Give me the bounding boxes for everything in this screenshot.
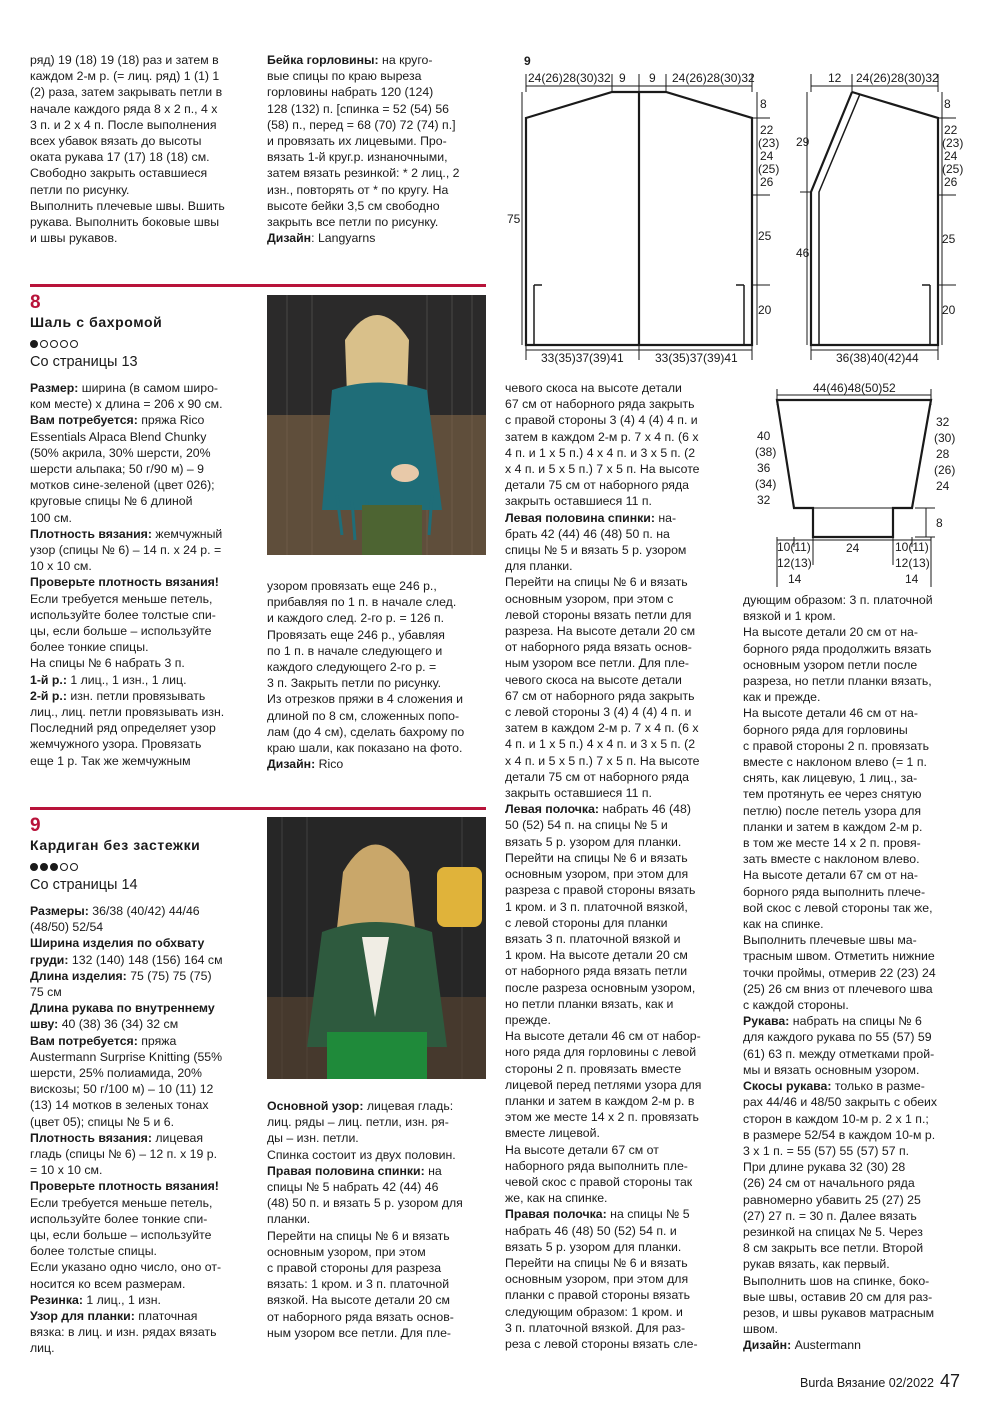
text-line: планки. (267, 1212, 311, 1227)
text-line: Левая полочка: набрать 46 (48) (505, 802, 691, 817)
text-line: Левая половина спинки: на- (505, 510, 677, 525)
svg-text:14: 14 (788, 572, 802, 586)
text-line: Дизайн: Langyarns (267, 231, 376, 246)
svg-text:24: 24 (936, 479, 950, 493)
text-line: Скосы рукава: только в разме- (743, 1079, 925, 1094)
svg-text:9: 9 (649, 71, 656, 85)
text-line: шерсти альпака; 50 г/90 м) – 9 (30, 462, 204, 477)
text-line: На спицы № 6 набрать 3 п. (30, 656, 185, 671)
text-line: вискозы; 50 г/100 м) – 10 (11) 12 (30, 1082, 214, 1097)
text-line: мотков сине-зеленой (цвет 026); (30, 478, 215, 493)
section-8-number: 8 (30, 292, 41, 313)
text-line: вместе лицевой. (505, 1126, 600, 1141)
text-line: Austermann Surprise Knitting (55% (30, 1049, 223, 1064)
text-line: спицы № 5 набрать 42 (44) 46 (267, 1180, 439, 1195)
svg-text:8: 8 (760, 97, 767, 111)
svg-text:12(13): 12(13) (777, 556, 812, 570)
text-line: снять, как лицевую, 1 лиц., за- (743, 771, 918, 786)
text-line: шерсти, 25% полиамида, 20% (30, 1066, 202, 1081)
difficulty-dot (60, 863, 68, 871)
text-line: с левой стороны для планки (505, 915, 668, 930)
text-line: узор (спицы № 6) – 14 п. х 24 р. = (30, 543, 222, 558)
difficulty-dot (30, 863, 38, 871)
magazine-name: Burda Вязание 02/2022 (799, 1376, 934, 1390)
svg-text:33(35)37(39)41: 33(35)37(39)41 (541, 351, 624, 365)
pattern-diagrams (0, 0, 1000, 600)
col1-section9-text (30, 903, 255, 1357)
col2-section8-text (267, 578, 492, 772)
text-line: чевой скос с правой стороны так (505, 1174, 693, 1189)
text-line: 8 см закрыть все петли. Второй (743, 1241, 924, 1256)
text-line: как и прежде. (743, 690, 821, 705)
text-line: При длине рукава 32 (30) 28 (743, 1160, 906, 1175)
text-line: петли по рисунку. (30, 182, 130, 197)
text-line: жемчужного узора. Провязать (30, 737, 202, 752)
text-line: Дизайн: Rico (267, 757, 344, 772)
text-line: закрыть оставшиеся 11 п. (505, 494, 652, 509)
difficulty-dot (70, 863, 78, 871)
text-line: петлю) после петель узора для (743, 803, 922, 818)
text-line: брать 42 (44) 46 (48) 50 п. на (505, 526, 670, 541)
text-line: 3 х 1 п. = 55 (57) 55 (57) 57 п. (743, 1143, 910, 1158)
text-line: Если указано одно число, оно от- (30, 1260, 222, 1275)
text-line: разреза с правой стороны вязать (505, 883, 696, 898)
text-line: = 10 х 10 см. (30, 1163, 103, 1178)
text-line: краю шали, как показано на фото. (267, 741, 463, 756)
text-line: Резинка: 1 лиц., 1 изн. (30, 1292, 161, 1307)
text-line: Длина изделия: 75 (75) 75 (75) (30, 968, 212, 983)
text-line: На высоте детали 46 см от на- (743, 706, 918, 721)
svg-text:(23): (23) (758, 136, 780, 150)
text-line: Вам потребуется: пряжа (30, 1033, 177, 1048)
text-line: используйте более тонкие спи- (30, 1211, 208, 1226)
text-line: с правой стороны 2 п. провязать (743, 738, 930, 753)
text-line: груди: 132 (140) 148 (156) 164 см (30, 952, 223, 967)
text-line: чевого скоса на высоте детали (505, 672, 682, 687)
text-line: чевого скоса на высоте детали (505, 381, 682, 395)
text-line: и провязать их лицевыми. Про- (267, 134, 447, 149)
text-line: (50% акрила, 30% шерсти, 20% (30, 445, 211, 460)
svg-text:14: 14 (905, 572, 919, 586)
svg-text:(25): (25) (758, 162, 780, 176)
text-line: Бейка горловины: на круго- (267, 53, 433, 67)
text-line: Перейти на спицы № 6 и вязать (505, 575, 688, 590)
svg-text:22: 22 (944, 123, 958, 137)
text-line: Размер: ширина (в самом широ- (30, 381, 218, 395)
text-line: реза с левой стороны вязать сле- (505, 1336, 698, 1351)
text-line: 67 см от наборного ряда закрыть (505, 688, 695, 703)
text-line: вместе с наклоном влево (= 1 п. (743, 755, 927, 770)
text-line: резов, и швы рукавов матрасным (743, 1305, 935, 1320)
text-line: 75 см (30, 985, 62, 1000)
text-line: в том же месте 14 х 2 п. провя- (743, 836, 921, 851)
svg-text:(34): (34) (755, 477, 777, 491)
text-line: же, как на спинке. (505, 1191, 608, 1206)
text-line: более тонкие спицы. (30, 640, 149, 655)
text-line: всех убавок вязать до высоты (30, 134, 202, 149)
svg-text:25: 25 (758, 229, 772, 243)
text-line: борного ряда для горловины (743, 722, 908, 737)
text-line: Перейти на спицы № 6 и вязать (505, 1255, 688, 1270)
text-line: 3 п. платочной вязкой. Для раз- (505, 1320, 686, 1335)
text-line: и каждого след. 2-го р. = 126 п. (267, 611, 445, 626)
text-line: прибавляя по 1 п. в начале след. (267, 595, 457, 610)
text-line: дующим образом: 3 п. платочной (743, 593, 933, 607)
text-line: начале каждого ряда 8 х 2 п., 4 х (30, 101, 218, 116)
text-line: высоте бейки 3,5 см свободно (267, 198, 440, 213)
text-line: с левой стороны 3 (4) 4 (4) 4 п. и (505, 705, 692, 720)
text-line: узором провязать еще 246 р., (267, 579, 437, 593)
text-line: х 4 п. и 5 х 5 п.) 7 х 5 п. На высоте (505, 753, 700, 768)
text-line: для каждого рукава по 55 (57) 59 (743, 1030, 932, 1045)
svg-text:24: 24 (760, 149, 774, 163)
text-line: Размеры: 36/38 (40/42) 44/46 (30, 904, 200, 918)
back-diagram (507, 71, 779, 365)
text-line: изн., повторять от * по кругу. На (267, 182, 449, 197)
svg-text:24: 24 (846, 541, 860, 555)
svg-text:25: 25 (942, 232, 956, 246)
svg-text:44(46)48(50)52: 44(46)48(50)52 (813, 381, 896, 395)
text-line: с правой стороны 3 (4) 4 (4) 4 п. и (505, 413, 698, 428)
text-line: затем в каждом 2-м р. 7 х 4 п. (6 х (505, 429, 699, 444)
text-line: Рукава: набрать на спицы № 6 (743, 1014, 922, 1029)
text-line: резинкой на спицах № 5. Через (743, 1224, 923, 1239)
text-line: основным узором, при этом для (505, 1272, 689, 1287)
text-line: 100 см. (30, 510, 72, 525)
section-8-from-page: Со страницы 13 (30, 354, 138, 370)
text-line: основным узором, при этом с (505, 591, 674, 606)
text-line: используйте более толстые спи- (30, 607, 216, 622)
text-line: 1 кром. и 3 п. платочной вязкой, (505, 899, 688, 914)
svg-text:12: 12 (828, 71, 842, 85)
svg-text:75: 75 (507, 212, 521, 226)
text-line: Правая половина спинки: на (267, 1163, 442, 1178)
svg-text:(38): (38) (755, 445, 777, 459)
text-line: лиц. (30, 1341, 55, 1356)
text-line: как на спинке. (743, 917, 824, 932)
text-line: (27) 27 п. = 30 п. Далее вязать (743, 1208, 917, 1223)
text-line: лиц., лиц. петли провязывать изн. (30, 705, 225, 720)
svg-text:9: 9 (619, 71, 626, 85)
text-line: На высоте детали 67 см от на- (743, 868, 918, 883)
difficulty-dot (40, 863, 48, 871)
text-line: ряд) 19 (18) 19 (18) раз и затем в (30, 53, 219, 67)
text-line: тем протянуть ее через снятую (743, 787, 922, 802)
text-line: для планки. (505, 559, 573, 574)
text-line: наборного ряда выполнить пле- (505, 1158, 688, 1173)
text-line: (61) 63 п. между отметками прой- (743, 1046, 935, 1061)
text-line: разреза, но петли планки вязать, (743, 674, 932, 689)
svg-text:36: 36 (757, 461, 771, 475)
text-line: мы и вязать основным узором. (743, 1062, 920, 1077)
text-line: 1-й р.: 1 лиц., 1 изн., 1 лиц. (30, 672, 187, 687)
text-line: 1 кром. На высоте детали 20 см (505, 948, 688, 963)
text-line: На высоте детали 20 см от на- (743, 625, 918, 640)
text-line: основным узором, при этом для (505, 867, 689, 882)
cardigan-photo (267, 817, 486, 1079)
page-number: 47 (939, 1371, 960, 1391)
text-line: борного ряда продолжить вязать (743, 641, 932, 656)
text-line: вязка: в лиц. и изн. рядах вязать (30, 1325, 217, 1340)
text-line: На высоте детали 67 см от (505, 1142, 659, 1157)
col4-text (743, 592, 968, 1354)
text-line: разреза. На высоте детали 20 см (505, 624, 696, 639)
svg-text:26: 26 (760, 175, 774, 189)
text-line: лицевой перед петлями узора для (505, 1077, 702, 1092)
text-line: затем в каждом 2-м р. 7 х 4 п. (6 х (505, 721, 699, 736)
text-line: ным узором все петли. Для пле- (267, 1325, 452, 1340)
text-line: с каждой стороны. (743, 998, 849, 1013)
text-line: Перейти на спицы № 6 и вязать (267, 1228, 450, 1243)
svg-text:20: 20 (758, 303, 772, 317)
text-line: 50 (52) 54 п. на спицы № 5 и (505, 818, 668, 833)
svg-text:20: 20 (942, 303, 956, 317)
text-line: вые швы, оставив 20 см для раз- (743, 1289, 933, 1304)
text-line: Основной узор: лицевая гладь: (267, 1099, 454, 1113)
text-line: Свободно закрыть оставшиеся (30, 166, 208, 181)
text-line: (58) п., перед = 68 (70) 72 (74) п.] (267, 117, 456, 132)
svg-text:12(13): 12(13) (895, 556, 930, 570)
text-line: следующим образом: 1 кром. и (505, 1304, 683, 1319)
text-line: 67 см от наборного ряда закрыть (505, 397, 695, 412)
svg-text:32: 32 (757, 493, 771, 507)
text-line: вой скос с левой стороны так же, (743, 900, 933, 915)
text-line: вязать: 1 кром. и 3 п. платочной (267, 1277, 450, 1292)
text-line: вязкой и 1 кром. (743, 609, 836, 624)
page-footer (800, 1371, 960, 1392)
svg-text:10(11): 10(11) (777, 540, 811, 554)
text-line: 4 п. и 1 х 5 п.) 4 х 4 п. и 3 х 5 п. (2 (505, 445, 696, 460)
text-line: Из отрезков пряжи в 4 сложения и (267, 692, 464, 707)
svg-text:26: 26 (944, 175, 958, 189)
svg-text:(25): (25) (942, 162, 964, 176)
text-line: планки и затем в каждом 2-м р. (743, 819, 923, 834)
svg-text:(26): (26) (934, 463, 956, 477)
svg-text:24: 24 (944, 149, 958, 163)
text-line: сторон в каждом 10-м р. 2 х 1 п.; (743, 1111, 929, 1126)
col2-section9-text (267, 1098, 492, 1341)
text-line: точки проймы, отмерив 22 (23) 24 (743, 965, 936, 980)
text-line: вые спицы по краю выреза (267, 69, 422, 84)
text-line: цы, если больше – используйте (30, 624, 212, 639)
section-9-rule (30, 807, 486, 810)
text-line: с правой стороны для разреза (267, 1261, 442, 1276)
text-line: Выполнить шов на спинке, боко- (743, 1273, 930, 1288)
section-9-from-page: Со страницы 14 (30, 877, 138, 893)
section-8-title: Шаль с бахромой (30, 314, 163, 330)
section-9-difficulty (30, 863, 78, 871)
text-line: этом же месте 14 х 2 п. провязать (505, 1110, 699, 1125)
text-line: вязать 3 п. платочной вязкой и (505, 931, 681, 946)
text-line: но петли планки вязать, как и (505, 996, 674, 1011)
text-line: рах 44/46 и 48/50 закрыть с обеих (743, 1095, 938, 1110)
svg-text:40: 40 (757, 429, 771, 443)
svg-text:46: 46 (796, 246, 810, 260)
text-line: Перейти на спицы № 6 и вязать (505, 850, 688, 865)
svg-text:24(26)28(30)32: 24(26)28(30)32 (856, 71, 939, 85)
text-line: ного ряда для горловины с левой (505, 1045, 697, 1060)
text-line: (48/50) 52/54 (30, 920, 104, 935)
section-9-title: Кардиган без застежки (30, 837, 201, 853)
text-line: Дизайн: Austermann (743, 1338, 861, 1353)
svg-text:22: 22 (760, 123, 774, 137)
svg-text:24(26)28(30)32: 24(26)28(30)32 (672, 71, 755, 85)
text-line: круговые спицы № 6 длиной (30, 494, 193, 509)
text-line: в размере 52/54 в каждом 10-м р. (743, 1127, 936, 1142)
text-line: гладь (спицы № 6) – 12 п. х 19 р. (30, 1147, 218, 1162)
text-line: цы, если больше – используйте (30, 1228, 212, 1243)
text-line: 3 п. Закрыть петли по рисунку. (267, 676, 441, 691)
text-line: лиц. ряды – лиц. петли, изн. ря- (267, 1115, 449, 1130)
section-9-number: 9 (30, 815, 41, 836)
text-line: Выполнить плечевые швы. Вшить (30, 198, 225, 213)
text-line: равномерно убавить 25 (27) 25 (743, 1192, 921, 1207)
text-line: длиной по 8 см, сложенных попо- (267, 708, 460, 723)
text-line: Длина рукава по внутреннему (30, 1001, 215, 1016)
text-line: х 4 п. и 5 х 5 п.) 7 х 5 п. На высоте (505, 462, 700, 477)
text-line: основным узором, при этом (267, 1244, 426, 1259)
text-line: рукав вязать, как первый. (743, 1257, 890, 1272)
text-line: горловины набрать 120 (124) (267, 85, 434, 100)
text-line: детали 75 см от наборного ряда (505, 769, 689, 784)
text-line: вязкой. На высоте детали 20 см (267, 1293, 450, 1308)
text-line: (25) 26 см вниз от плечевого шва (743, 981, 933, 996)
text-line: каждом 2-м р. (= лиц. ряд) 1 (1) 1 (30, 69, 220, 84)
svg-text:24(26)28(30)32: 24(26)28(30)32 (528, 71, 611, 85)
svg-text:10(11): 10(11) (895, 540, 929, 554)
text-line: и швы рукавов. (30, 231, 118, 246)
difficulty-dot (50, 863, 58, 871)
text-line: швом. (743, 1322, 778, 1337)
sleeve-diagram (755, 381, 955, 587)
text-line: каждого следующего 2-го р. = (267, 660, 437, 675)
text-line: Плотность вязания: лицевая (30, 1130, 204, 1145)
text-line: закрыть оставшиеся 11 п. (505, 786, 652, 801)
text-line: (26) 24 см от начального ряда (743, 1176, 915, 1191)
svg-text:36(38)40(42)44: 36(38)40(42)44 (836, 351, 919, 365)
diagram-label: 9 (524, 54, 531, 68)
svg-text:33(35)37(39)41: 33(35)37(39)41 (655, 351, 738, 365)
text-line: (13) 14 мотков в зеленых тонах (30, 1098, 209, 1113)
text-line: зать вместе с наклоном влево. (743, 852, 920, 867)
text-line: Проверьте плотность вязания! (30, 575, 219, 590)
text-line: оката рукава 17 (17) 18 (18) см. (30, 150, 210, 165)
text-line: основным узором петли после (743, 657, 918, 672)
text-line: Если требуется меньше петель, (30, 1195, 213, 1210)
text-line: (2) раза, затем закрывать петли в (30, 85, 223, 100)
svg-text:32: 32 (936, 415, 950, 429)
text-line: шву: 40 (38) 36 (34) 32 см (30, 1017, 179, 1032)
text-line: затем вязать резинкой: * 2 лиц., 2 (267, 166, 460, 181)
text-line: закрыть все петли по рисунку. (267, 215, 439, 230)
text-line: ком месте) х длина = 206 х 90 см. (30, 397, 223, 412)
text-line: от наборного ряда вязать основ- (267, 1309, 454, 1324)
text-line: спицы № 5 и вязать 5 р. узором (505, 543, 687, 558)
svg-text:29: 29 (796, 135, 810, 149)
text-line: Если требуется меньше петель, (30, 591, 213, 606)
text-line: лам (до 4 см), сделать бахрому по (267, 724, 465, 739)
text-line: Ширина изделия по обхвату (30, 936, 205, 951)
svg-text:8: 8 (936, 516, 943, 530)
text-line: ным узором все петли. Для пле- (505, 656, 690, 671)
text-line: 128 (132) п. [спинка = 52 (54) 56 (267, 101, 449, 116)
text-line: по 1 п. в начале следующего и (267, 643, 443, 658)
svg-text:(30): (30) (934, 431, 956, 445)
text-line: Проверьте плотность вязания! (30, 1179, 219, 1194)
text-line: вязать 1-й круг.р. изнаночными, (267, 150, 448, 165)
front-diagram (796, 71, 963, 365)
text-line: левой стороны вязать петли для (505, 607, 692, 622)
text-line: набрать 46 (48) 50 (52) 54 п. и (505, 1223, 677, 1238)
text-line: Плотность вязания: жемчужный (30, 526, 223, 541)
text-line: Последний ряд определяет узор (30, 721, 216, 736)
text-line: Вам потребуется: пряжа Rico (30, 413, 205, 428)
text-line: от наборного ряда вязать основ- (505, 640, 692, 655)
text-line: детали 75 см от наборного ряда (505, 478, 689, 493)
text-line: ды – изн. петли. (267, 1131, 359, 1146)
svg-text:8: 8 (944, 97, 951, 111)
text-line: 4 п. и 1 х 5 п.) 4 х 4 п. и 3 х 5 п. (2 (505, 737, 696, 752)
text-line: после разреза основным узором, (505, 980, 696, 995)
text-line: от наборного ряда вязать петли (505, 964, 688, 979)
text-line: (цвет 05); спицы № 5 и 6. (30, 1114, 174, 1129)
text-line: вязать 5 р. узором для планки. (505, 834, 682, 849)
text-line: прежде. (505, 1012, 551, 1027)
text-line: Узор для планки: платочная (30, 1309, 198, 1324)
text-line: еще 1 р. Так же жемчужным (30, 753, 191, 768)
text-line: 3 п. и 2 х 4 п. После выполнения (30, 117, 217, 132)
text-line: Спинка состоит из двух половин. (267, 1147, 456, 1162)
text-line: носится ко всем размерам. (30, 1276, 186, 1291)
text-line: более толстые спицы. (30, 1244, 157, 1259)
text-line: 10 х 10 см. (30, 559, 92, 574)
text-line: 2-й р.: изн. петли провязывать (30, 688, 206, 703)
text-line: планки с правой стороны вязать (505, 1288, 691, 1303)
text-line: стороны 2 п. провязать вместе (505, 1061, 682, 1076)
text-line: Essentials Alpaca Blend Chunky (30, 429, 207, 444)
text-line: трасным швом. Отметить нижние (743, 949, 935, 964)
text-line: планки и затем в каждом 2-м р. в (505, 1093, 695, 1108)
text-line: На высоте детали 46 см от набор- (505, 1029, 701, 1044)
text-line: рукава. Выполнить боковые швы (30, 215, 220, 230)
text-line: Выполнить плечевые швы ма- (743, 933, 917, 948)
text-line: Провязать еще 246 р., убавляя (267, 627, 445, 642)
text-line: (48) 50 п. и вязать 5 р. узором для (267, 1196, 463, 1211)
svg-text:28: 28 (936, 447, 950, 461)
text-line: борного ряда выполнить плече- (743, 884, 926, 899)
text-line: Правая полочка: на спицы № 5 (505, 1207, 690, 1222)
text-line: вязать 5 р. узором для планки. (505, 1239, 682, 1254)
svg-text:(23): (23) (942, 136, 964, 150)
